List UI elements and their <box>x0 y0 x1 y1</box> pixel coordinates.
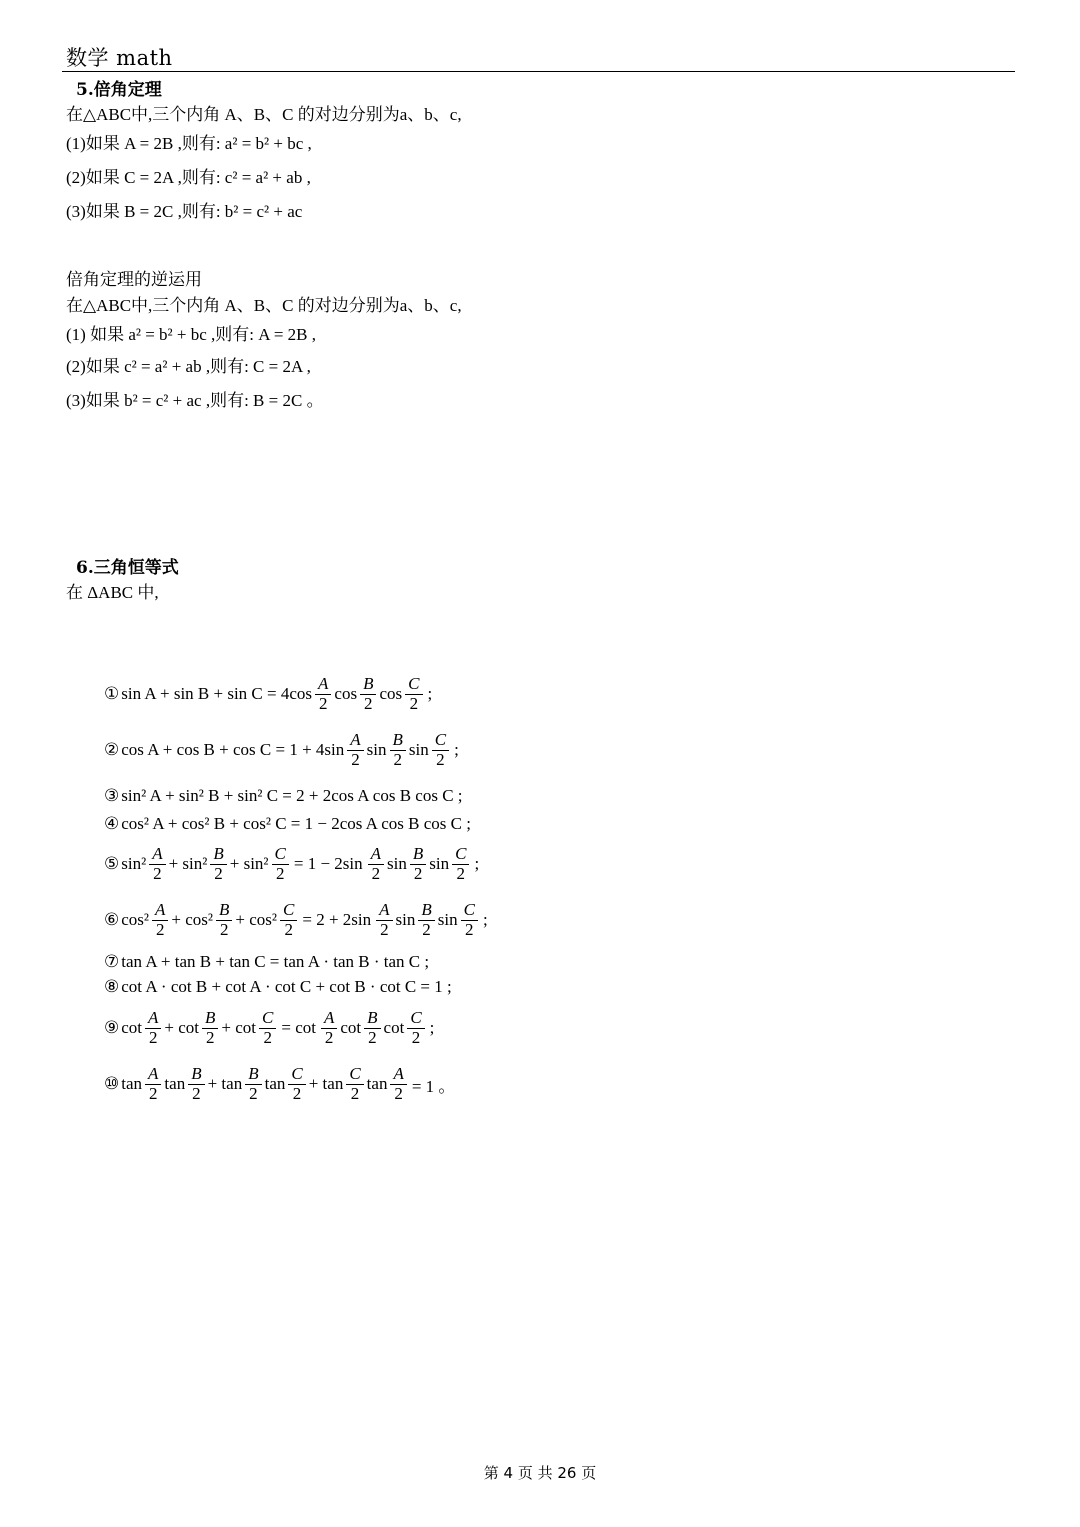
identity-9 <box>104 1002 436 1054</box>
inverse-item-2: (2)如果 c² = a² + ab ,则有: C = 2A , <box>66 357 311 376</box>
identity-2 <box>104 724 461 776</box>
fraction: $\frac{B}{2}$ <box>202 1009 218 1047</box>
identity-text: sin <box>395 910 416 929</box>
identity-7 <box>104 950 429 974</box>
identity-text: + cos² <box>171 910 214 929</box>
identity-text: = 1 − 2sin <box>293 854 363 873</box>
fraction: $\frac{B}{2}$ <box>210 845 226 883</box>
section5-item-3: (3)如果 B = 2C ,则有: b² = c² + ac <box>66 202 303 221</box>
fraction: $\frac{B}{2}$ <box>216 901 232 939</box>
identity-text: = cot <box>281 1018 316 1037</box>
identity-text: sin <box>429 854 450 873</box>
identity-text: + sin² <box>229 854 269 873</box>
identity-text: + cot <box>221 1018 257 1037</box>
identity-marker: ⑦ <box>104 952 120 971</box>
identity-marker: ⑩ <box>104 1074 120 1093</box>
section5-item-2: (2)如果 C = 2A ,则有: c² = a² + ab , <box>66 168 311 187</box>
identity-marker: ⑤ <box>104 854 120 873</box>
identity-text: sin <box>437 910 458 929</box>
fraction: $\frac{B}{2}$ <box>360 675 376 713</box>
identity-text: sin A + sin B + sin C = 4cos <box>121 684 313 703</box>
identity-end: ; <box>427 684 433 703</box>
fraction: $\frac{C}{2}$ <box>346 1065 363 1103</box>
identity-text: sin² <box>121 854 147 873</box>
identity-text: sin <box>408 740 429 759</box>
inverse-title: 倍角定理的逆运用 <box>66 270 202 289</box>
fraction: $\frac{B}{2}$ <box>364 1009 380 1047</box>
fraction: $\frac{A}{2}$ <box>321 1009 337 1047</box>
fraction: $\frac{A}{2}$ <box>368 845 384 883</box>
identity-1 <box>104 668 434 720</box>
identity-marker: ① <box>104 684 120 703</box>
section5-title: 5.倍角定理 <box>76 80 162 100</box>
identity-8 <box>104 975 452 999</box>
identity-text: cos <box>379 684 403 703</box>
identity-end: ; <box>429 1018 435 1037</box>
fraction: $\frac{B}{2}$ <box>410 845 426 883</box>
fraction: $\frac{C}{2}$ <box>280 901 297 939</box>
identity-text: cos² A + cos² B + cos² C = 1 − 2cos A cos B cos C ; <box>121 814 471 833</box>
identity-text: + tan <box>207 1074 243 1093</box>
identity-text: + cos² <box>235 910 278 929</box>
identity-marker: ④ <box>104 814 120 833</box>
fraction: $\frac{A}{2}$ <box>390 1065 406 1103</box>
fraction: $\frac{C}{2}$ <box>288 1065 305 1103</box>
fraction: $\frac{A}{2}$ <box>145 1065 161 1103</box>
identity-text: = 2 + 2sin <box>302 910 372 929</box>
header-divider <box>62 71 1015 72</box>
fraction: $\frac{A}{2}$ <box>149 845 165 883</box>
identity-marker: ② <box>104 740 120 759</box>
inverse-item-1: (1) 如果 a² = b² + bc ,则有: A = 2B , <box>66 325 317 344</box>
fraction: $\frac{B}{2}$ <box>418 901 434 939</box>
identity-end: ; <box>482 910 488 929</box>
identity-text: cos A + cos B + cos C = 1 + 4sin <box>121 740 345 759</box>
inverse-intro: 在△ABC中,三个内角 A、B、C 的对边分别为a、b、c, <box>66 296 462 315</box>
identity-text: + tan <box>308 1074 344 1093</box>
fraction: $\frac{C}{2}$ <box>432 731 449 769</box>
identity-marker: ⑧ <box>104 977 120 996</box>
fraction: $\frac{C}{2}$ <box>272 845 289 883</box>
header-title: 数学 math <box>66 46 173 70</box>
fraction: $\frac{C}{2}$ <box>461 901 478 939</box>
identity-5 <box>104 838 481 890</box>
section6-title: 6.三角恒等式 <box>76 558 179 578</box>
identity-10 <box>104 1058 457 1110</box>
identity-text: cos² <box>121 910 150 929</box>
fraction: $\frac{C}{2}$ <box>259 1009 276 1047</box>
fraction: $\frac{C}{2}$ <box>452 845 469 883</box>
identity-text: + sin² <box>168 854 208 873</box>
fraction: $\frac{B}{2}$ <box>245 1065 261 1103</box>
fraction: $\frac{B}{2}$ <box>390 731 406 769</box>
identity-text: sin <box>387 854 407 873</box>
section5-intro: 在△ABC中,三个内角 A、B、C 的对边分别为a、b、c, <box>66 105 462 124</box>
identity-text: sin² A + sin² B + sin² C = 2 + 2cos A cos B cos C ; <box>121 786 463 805</box>
fraction: $\frac{A}{2}$ <box>376 901 392 939</box>
fraction: $\frac{A}{2}$ <box>347 731 363 769</box>
fraction: $\frac{C}{2}$ <box>407 1009 424 1047</box>
fraction: $\frac{C}{2}$ <box>405 675 422 713</box>
identity-text: sin <box>366 740 387 759</box>
identity-text: tan <box>121 1074 143 1093</box>
fraction: $\frac{A}{2}$ <box>315 675 331 713</box>
identity-end: ; <box>474 854 480 873</box>
identity-text: tan <box>264 1074 286 1093</box>
page-footer: 第 4 页 共 26 页 <box>483 1464 597 1482</box>
fraction: $\frac{A}{2}$ <box>145 1009 161 1047</box>
identity-marker: ⑥ <box>104 910 120 929</box>
inverse-item-3: (3)如果 b² = c² + ac ,则有: B = 2C 。 <box>66 391 324 410</box>
identity-text: cot <box>121 1018 143 1037</box>
identity-4 <box>104 812 471 836</box>
identity-text: cos <box>334 684 358 703</box>
identity-text: tan <box>366 1074 388 1093</box>
identity-text: + cot <box>164 1018 200 1037</box>
identity-6 <box>104 894 490 946</box>
section6-intro: 在 ΔABC 中, <box>66 583 159 602</box>
identity-3 <box>104 784 463 808</box>
identity-text: cot A · cot B + cot A · cot C + cot B · cot C = 1 ; <box>121 977 452 996</box>
identity-marker: ③ <box>104 786 120 805</box>
identity-text: tan A + tan B + tan C = tan A · tan B · tan C ; <box>121 952 430 971</box>
identity-end: ; <box>454 740 459 759</box>
identity-end: = 1 。 <box>411 1076 456 1096</box>
identity-text: cot <box>383 1018 405 1037</box>
identity-text: tan <box>164 1074 186 1093</box>
identity-text: cot <box>340 1018 362 1037</box>
identity-marker: ⑨ <box>104 1018 120 1037</box>
fraction: $\frac{A}{2}$ <box>152 901 168 939</box>
section5-item-1: (1)如果 A = 2B ,则有: a² = b² + bc , <box>66 134 312 153</box>
fraction: $\frac{B}{2}$ <box>188 1065 204 1103</box>
